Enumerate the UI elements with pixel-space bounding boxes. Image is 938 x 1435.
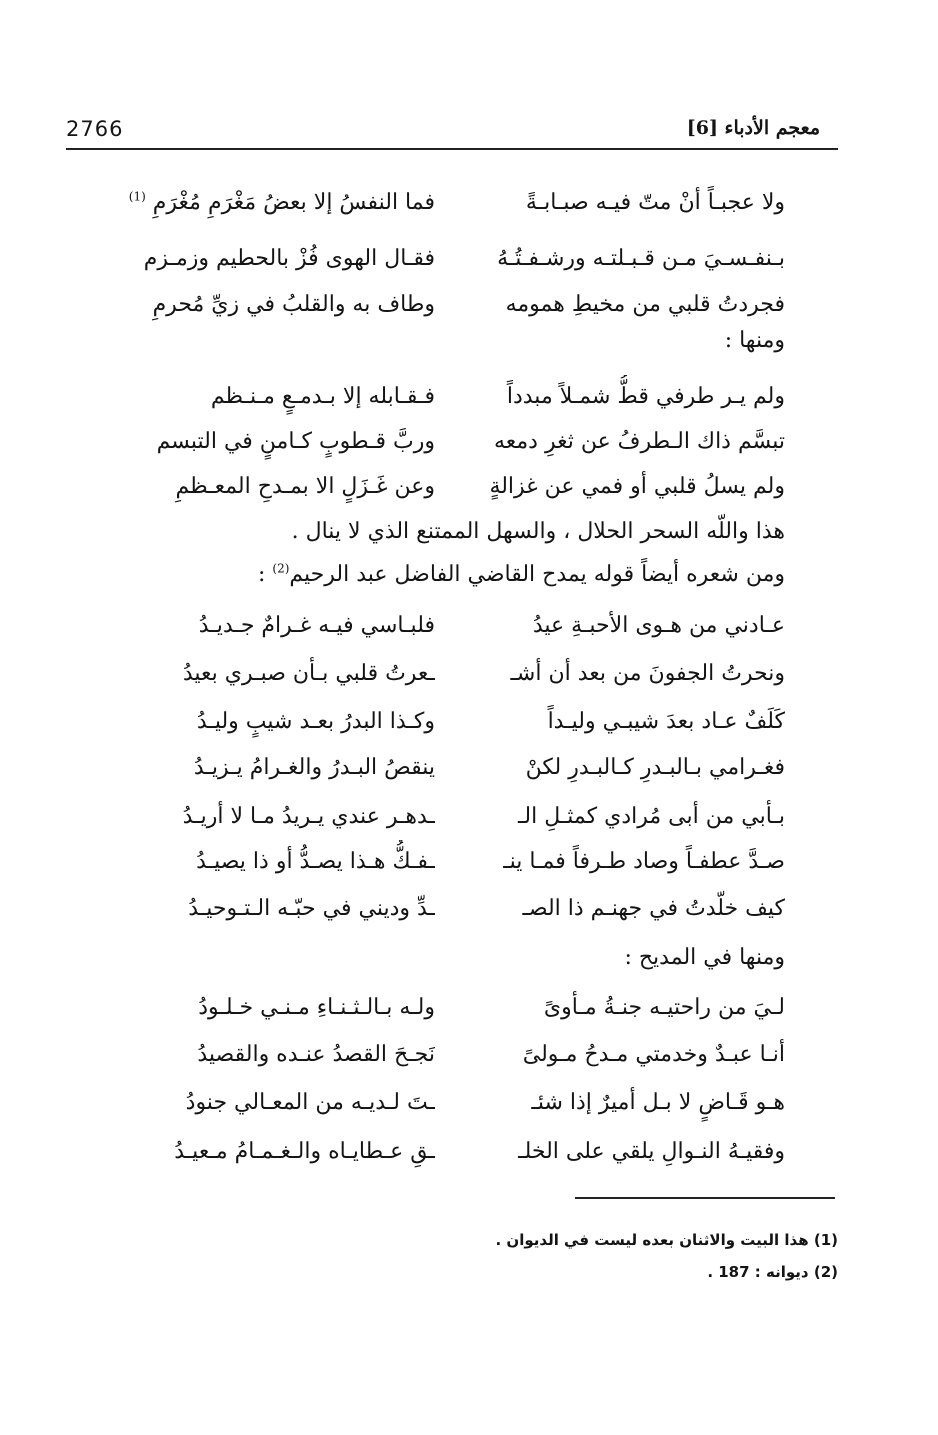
hemistich-text: فما النفسُ إلا بعضُ مَغْرَمِ مُغْرَمِ (152, 190, 435, 215)
verse-first-hemistich: ولم يـر طرفي قطُّ شمـلاً مبدداً (506, 384, 785, 409)
verse-line (95, 375, 785, 419)
verse-second-hemistich: ولـه بـالـثـنـاءِ مـنـي خـلـودُ (198, 995, 435, 1020)
section-heading: ومنها في المديح : (624, 945, 785, 970)
verse-first-hemistich: هـو قَـاضٍ لا بـل أميرٌ إذا شئـ (531, 1090, 785, 1115)
prose-text: ومن شعره أيضاً قوله يمدح القاضي الفاضل عبد الرحيم (289, 562, 785, 587)
verse-first-hemistich: ونحرتُ الجفونَ من بعد أن أشـ (510, 661, 785, 686)
verse-second-hemistich: ـفـكُّ هـذا يصـدُّ أو ذا يصيـدُ (196, 849, 435, 874)
footnote-ref: (2) (272, 561, 290, 576)
verse-second-hemistich: وعن غَـزَلٍ الا بمـدحِ المعـظمِ (175, 474, 435, 499)
verse-line (95, 181, 785, 225)
verse-first-hemistich: صـدَّ عطفـاً وصاد طـرفاً فمـا ينـ (503, 849, 785, 874)
verse-first-hemistich: كيف خلّدتُ في جهنـم ذا الصـ (522, 896, 785, 921)
page-number: 2766 (66, 117, 124, 141)
verse-line (95, 604, 785, 648)
verse-line (95, 420, 785, 464)
footnote-ref: (1) (128, 189, 146, 204)
verse-second-hemistich: ينقصُ البـدرُ والغـرامُ يـزيـدُ (193, 755, 435, 780)
verse-second-hemistich: وربَّ قـطوبٍ كـامنٍ في التبسم (156, 429, 435, 454)
verse-second-hemistich: فقـال الهوى فُزْ بالحطيم وزمـزم (143, 246, 435, 271)
verse-second-hemistich (95, 181, 435, 225)
verse-first-hemistich: فجردتُ قلبي من مخيطِ همومه (505, 292, 785, 317)
verse-line (95, 795, 785, 839)
prose-punctuation: : (257, 562, 273, 587)
verse-line (95, 1033, 785, 1077)
verse-second-hemistich: وكـذا البدرُ بعـد شيبٍ وليـدُ (196, 709, 435, 734)
verse-line (95, 840, 785, 884)
verse-line (95, 887, 785, 931)
verse-second-hemistich: نَجـحَ القصدُ عنـده والقصيدُ (197, 1042, 435, 1067)
footnote-divider (575, 1197, 835, 1199)
footnote: (1) هذا البيت والاثنان بعده ليست في الديوان . (495, 1231, 838, 1249)
section-heading: ومنها : (724, 328, 785, 353)
verse-first-hemistich: ولا عجبـاً أنْ متّ فيـه صبـابـةً (525, 190, 785, 215)
verse-first-hemistich: لـيَ من راحتيـه جنـةُ مـأوىً (543, 995, 785, 1020)
verse-first-hemistich: كَلَفٌ عـاد بعدَ شيبـي وليـداً (547, 709, 785, 734)
verse-first-hemistich: بـأبي من أبى مُرادي كمثـلِ الـ (517, 804, 785, 829)
prose-line: هذا واللّه السحر الحلال ، والسهل الممتنع الذي لا ينال . (291, 519, 785, 544)
verse-second-hemistich: فـقـابله إلا بـدمـعٍ مـنـظم (210, 384, 435, 409)
verse-first-hemistich: وفقيـهُ النـوالِ يلقي على الخلـ (518, 1139, 785, 1164)
verse-first-hemistich: ولم يسلُ قلبي أو فمي عن غزالةٍ (489, 474, 785, 499)
verse-first-hemistich: تبسَّم ذاك الـطرفُ عن ثغرِ دمعه (493, 429, 785, 454)
footnote: (2) ديوانه : 187 . (707, 1263, 838, 1281)
verse-first-hemistich: أنـا عبـدٌ وخدمتي مـدحُ مـولىً (522, 1042, 785, 1067)
verse-line (95, 700, 785, 744)
prose-line (105, 556, 785, 594)
verse-line (95, 1130, 785, 1174)
running-header-title: معجم الأدباء [6] (686, 117, 820, 139)
verse-second-hemistich: ـقِ عـطايـاه والـغـمـامُ مـعيـدُ (174, 1139, 435, 1164)
verse-first-hemistich: فغـرامي بـالبـدرِ كـالبـدرِ لكنْ (525, 755, 785, 780)
verse-line (95, 652, 785, 696)
verse-line (95, 283, 785, 327)
verse-second-hemistich: ـدهـر عندي يـريدُ مـا لا أريـدُ (182, 804, 435, 829)
verse-second-hemistich: فلبـاسي فيـه غـرامٌ جـديـدُ (198, 613, 435, 638)
verse-line (95, 1081, 785, 1125)
verse-second-hemistich: وطاف به والقلبُ في زيِّ مُحرمِ (152, 292, 435, 317)
verse-line (95, 237, 785, 281)
verse-first-hemistich: عـادني من هـوى الأحبـةِ عيدُ (532, 613, 785, 638)
verse-second-hemistich: ـعرتُ قلبي بـأن صبـري بعيدُ (182, 661, 435, 686)
verse-line (95, 465, 785, 509)
verse-first-hemistich: بـنفـسـيَ مـن قـبـلتـه ورشـفـتُـهُ (497, 246, 785, 271)
verse-line (95, 746, 785, 790)
verse-second-hemistich: ـتَ لـديـه من المعـالي جنودُ (185, 1090, 435, 1115)
verse-line (95, 986, 785, 1030)
verse-second-hemistich: ـدِّ وديني في حبّـه الـتـوحيـدُ (188, 896, 435, 921)
